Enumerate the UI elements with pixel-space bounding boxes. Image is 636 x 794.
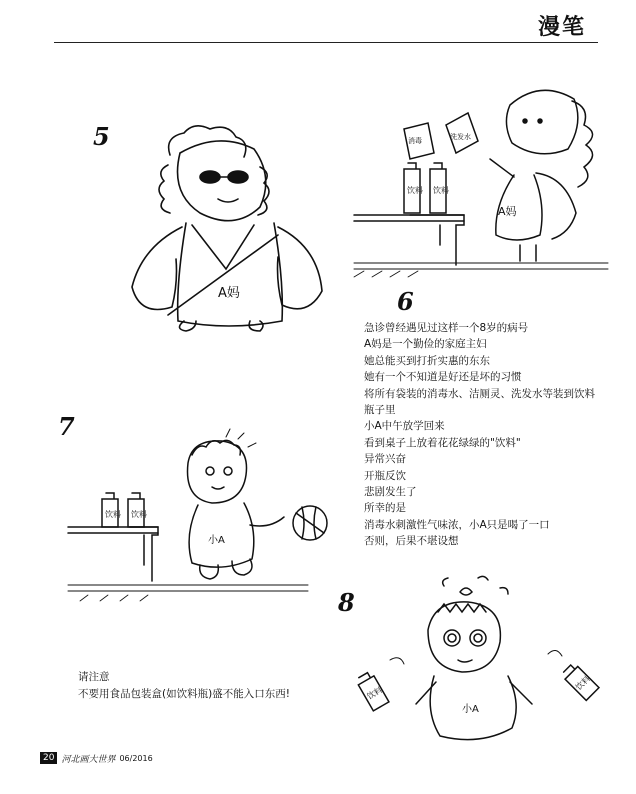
panel-6-bottle-right-label: 饮料: [433, 186, 449, 195]
story-line: 异常兴奋: [364, 453, 406, 466]
story-line: 否则，后果不堪设想: [364, 535, 459, 548]
story-line: 悲剧发生了: [364, 486, 417, 499]
page-number: 20: [40, 752, 57, 764]
header-rule: [54, 42, 598, 43]
story-line: 开瓶反饮: [364, 469, 406, 482]
dizzy-kid-figure: [416, 602, 532, 740]
panel-6-box-left-label: 消毒: [408, 137, 422, 145]
panel-7-number: 7: [58, 412, 75, 441]
panel-7-bottle-right-label: 饮料: [131, 510, 147, 519]
panel-6-bag-label: A妈: [498, 205, 517, 218]
story-line: 她总能买到打折实惠的东东: [364, 354, 490, 367]
story-line: 急诊曾经遇见过这样一个8岁的病号: [364, 322, 529, 334]
section-title: 漫笔: [537, 15, 586, 40]
panel-6-drawing: [350, 85, 612, 280]
panel-5-bag-label: A妈: [218, 286, 240, 301]
panel-8-bottle-right-label: 饮料: [574, 674, 592, 692]
issue-date: 06/2016: [119, 753, 153, 763]
panel-6-number: 6: [397, 287, 414, 316]
flying-bottle-right: [561, 662, 599, 700]
story-line: 所幸的是: [364, 502, 406, 515]
notice-title: 请注意: [78, 671, 110, 683]
panel-8-bottle-left-label: 饮料: [365, 685, 384, 702]
story-line: 将所有袋装的消毒水、洁厕灵、洗发水等装到饮料: [364, 387, 595, 400]
story-line: A妈是一个勤俭的家庭主妇: [364, 338, 487, 351]
page-footer: [40, 752, 153, 764]
story-line: 瓶子里: [364, 404, 396, 417]
notice-box: [78, 669, 290, 703]
panel-7-shirt-label: 小A: [208, 535, 225, 546]
panel-8-number: 8: [338, 588, 355, 617]
panel-5-drawing: [110, 115, 330, 340]
story-line: 小A中午放学回来: [364, 420, 445, 433]
story-text: [364, 320, 614, 550]
panel-7-bottle-left-label: 饮料: [105, 510, 121, 519]
basketball: [293, 506, 327, 540]
panel-8-drawing: [350, 572, 612, 752]
panel-6-box-right-label: 洗发水: [450, 133, 471, 141]
flying-bottle-left: [355, 671, 389, 711]
mother-pouring: [490, 90, 593, 261]
magazine-name: 河北画大世界: [61, 754, 116, 765]
panel-6-bottle-left-label: 饮料: [407, 186, 423, 195]
notice-text: 不要用食品包装盒(如饮料瓶)盛不能入口东西!: [78, 688, 290, 700]
story-line: 看到桌子上放着花花绿绿的"饮料": [364, 436, 521, 449]
panel-7-drawing: [60, 425, 350, 610]
panel-8-shirt-label: 小A: [462, 704, 479, 715]
panel-5-number: 5: [93, 122, 110, 151]
story-line: 她有一个不知道是好还是坏的习惯: [364, 371, 522, 384]
story-line: 消毒水刺激性气味浓，小A只是喝了一口: [364, 518, 550, 531]
kid-figure: [188, 429, 285, 579]
